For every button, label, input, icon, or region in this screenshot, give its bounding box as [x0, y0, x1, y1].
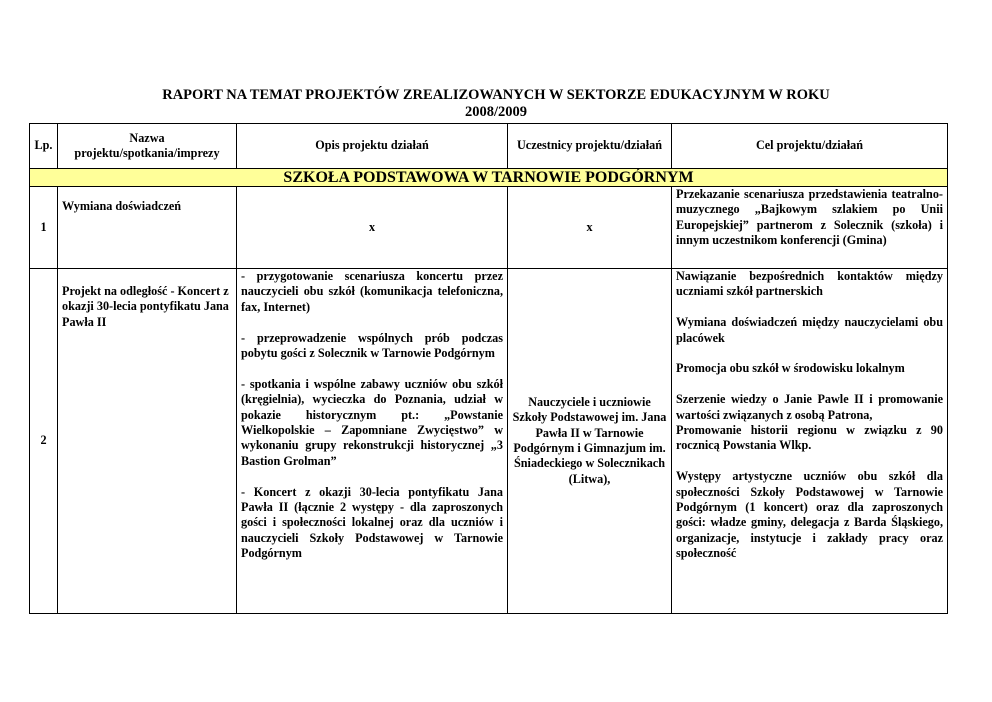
table-row — [30, 187, 948, 269]
projects-table — [29, 123, 948, 614]
row-description: x — [237, 187, 508, 269]
row-description — [237, 269, 508, 614]
section-title: SZKOŁA PODSTAWOWA W TARNOWIE PODGÓRNYM — [30, 169, 948, 187]
goal-paragraph: Promowanie historii regionu w związku z 90 rocznicą Powstania Wlkp. — [676, 423, 943, 453]
goal-paragraph: Nawiązanie bezpośrednich kontaktów między uczniami szkół partnerskich — [676, 269, 943, 299]
goal-paragraph: Wymiana doświadczeń między nauczycielami obu placówek — [676, 315, 943, 345]
header-lp: Lp. — [30, 124, 58, 169]
header-name: Nazwa projektu/spotkania/imprezy — [58, 124, 237, 169]
row-lp: 1 — [30, 187, 58, 269]
table-row — [30, 269, 948, 614]
goal-paragraph: Szerzenie wiedzy o Janie Pawle II i promowanie wartości związanych z osobą Patrona, — [676, 392, 943, 422]
row-goal — [672, 187, 948, 269]
row-lp: 2 — [30, 269, 58, 614]
section-row — [30, 169, 948, 187]
header-description: Opis projektu działań — [237, 124, 508, 169]
table-header-row — [30, 124, 948, 169]
description-paragraph: - Koncert z okazji 30-lecia pontyfikatu Jana Pawła II (łącznie 2 występy - dla zaproszonych gości i społeczności lokalnej oraz dla uczniów i nauczycieli Szkoły Podstawowej w Tarnowie Podgórnym — [241, 484, 503, 561]
row-project-name: Wymiana doświadczeń — [58, 187, 237, 269]
document-title: RAPORT NA TEMAT PROJEKTÓW ZREALIZOWANYCH W SEKTORZE EDUKACYJNYM W ROKU — [162, 87, 830, 103]
header-participants: Uczestnicy projektu/działań — [508, 124, 672, 169]
description-paragraph: - przeprowadzenie wspólnych prób podczas pobytu gości z Solecznik w Tarnowie Podgórnym — [241, 330, 503, 361]
row-goal — [672, 269, 948, 614]
goal-paragraph: Promocja obu szkół w środowisku lokalnym — [676, 361, 905, 376]
row-project-name: Projekt na odległość - Koncert z okazji 30-lecia pontyfikatu Jana Pawła II — [58, 269, 237, 614]
document-title-year: 2008/2009 — [464, 104, 528, 120]
description-paragraph: - spotkania i wspólne zabawy uczniów obu szkół (kręgielnia), wycieczka do Poznania, udział w pokazie historycznym pt.: „Powstanie Wielkopolskie – Zapomniane Zwycięstwo” w wykonaniu grupy rekonstrukcji historycznej „3 Bastion Grolman” — [241, 376, 503, 468]
row-participants: x — [508, 187, 672, 269]
goal-paragraph: Przekazanie scenariusza przedstawienia teatralno-muzycznego „Bajkowym szlakiem po Unii Europejskiej” partnerom z Solecznik (szkoła) i innym uczestnikom konferencji (Gmina) — [676, 187, 943, 248]
header-goal: Cel projektu/działań — [672, 124, 948, 169]
description-paragraph: - przygotowanie scenariusza koncertu przez nauczycieli obu szkół (komunikacja telefoniczna, fax, Internet) — [241, 269, 503, 314]
row-participants: Nauczyciele i uczniowie Szkoły Podstawowej im. Jana Pawła II w Tarnowie Podgórnym i Gimnazjum im. Śniadeckiego w Solecznikach (Litwa), — [508, 269, 672, 614]
goal-paragraph: Występy artystyczne uczniów obu szkół dla społeczności Szkoły Podstawowej w Tarnowie Podgórnym (1 koncert) oraz dla zaproszonych gości: władze gminy, delegacja z Barda Śląskiego, organizacje, instytucje i zakłady pracy oraz społeczność — [676, 469, 943, 561]
